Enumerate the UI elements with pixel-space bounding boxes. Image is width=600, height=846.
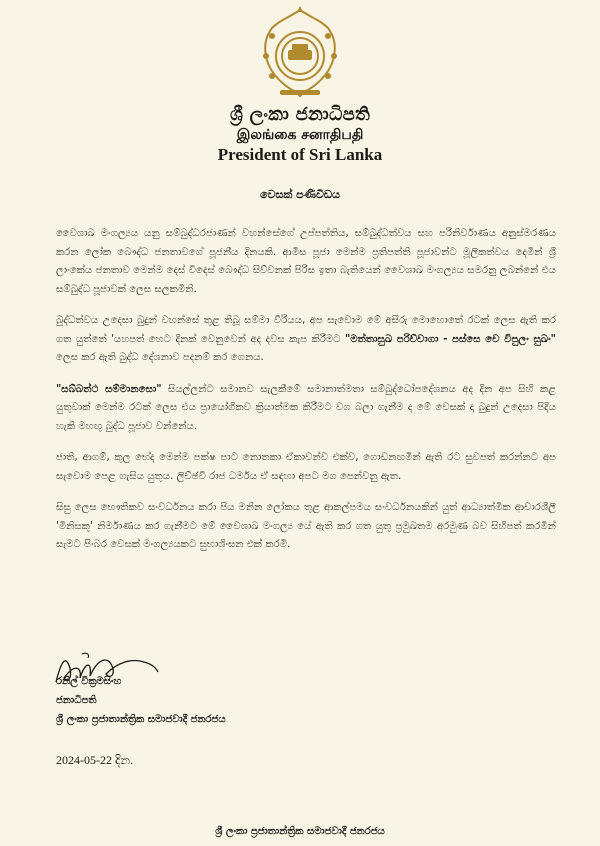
paragraph-text: බුද්ධත්වය උදෙසා බුදුන් වහන්සේ තුළ තිබූ සම්මා වීරියය, අප සැවොම මේ අසීරු මොහොතේ රටක් ලෙස ඇති කර ගත යුත්තේ 'යහපත් හෙට දිනක් වෙනුවෙන් අද දවස කැප කිරීමට xyxy=(56,315,556,345)
paragraph-text: සියල්ලන්ට සමානව සැලකීමේ සමානාත්මතා සම්බුද්ධෝපදේශනය අද දින අප සිහි කළ යුතුවාක් මෙන්ම රටක් ලෙස එය ප්‍රායෝගිකව ක්‍රියාත්මක කිරීමට වග බලා ගැනීම ද මේ වෙසක් දා බුදුන් උදෙසා පිදිය හැකි මහඟු බුද්ධ පූජාව වන්නේය. xyxy=(56,383,557,432)
quoted-pali-verse: "මත්තාසුඛ පරිච්චාගා - පස්සෙ චෙ විපුලං සුඛං" xyxy=(344,333,556,345)
signatory-name: රනිල් වික්‍රමසිංහ xyxy=(56,676,122,687)
message-paragraph xyxy=(56,225,556,299)
letter-date: 2024-05-22 දින. xyxy=(56,753,134,767)
message-title: වෙසක් පණිවිඩය xyxy=(260,188,340,201)
paragraph-text: ලෙස කර ඇති බුද්ධ දේශනාව පදනම් කර ගෙනය. xyxy=(56,352,264,363)
letterhead-title-sinhala: ශ්‍රී ලංකා ජනාධිපති xyxy=(229,104,371,125)
paragraph-text: සිසු ලෙස භෞතිකව සංවර්ධනය කරා පිය මනින ලෝකය තුළ ආකල්පමය සංවර්ධනයකින් යුත් ආධ්‍යාත්මික ආචාරශීලී 'මිනිසකු' නිර්මාණය කර ගැනීමට මේ වෛශාඛ මංගල්‍ය යේ ඇති කර ගත යුතු ප්‍රමුඛතම අරමුණ බව සිහිපත් කරමින් සැමට පිංබර වෙසක් මංගල්‍යයකට සුභාශිංසන එක් කරමි. xyxy=(56,502,556,550)
message-body xyxy=(56,225,556,568)
quoted-pali-verse: "සබ්බත්ථ සම්මානසො" xyxy=(56,383,162,395)
signatory-state: ශ්‍රී ලංකා ප්‍රජාතාන්ත්‍රික සමාජවාදී ජනරජය xyxy=(56,714,226,725)
sri-lanka-emblem xyxy=(250,6,350,100)
paragraph-text: ජාති, ආගම්, කුල භේද මෙන්ම පක්ෂ පාට නොතකා ඒකාවන්ව එක්ව, ගොඩනඟමින් ඇති රට සුවපත් කරන්නට අප සැවොම පෙළ ගැසිය යුතුය. ලිච්ඡවී රාජ ධර්මය ඒ සඳහා අපට මග පෙන්වනු ඇත. xyxy=(56,452,556,482)
footer-state-name: ශ්‍රී ලංකා ප්‍රජාතාන්ත්‍රික සමාජවාදී ජනරජය xyxy=(215,826,385,837)
letterhead-title-tamil: இலங்கை சனாதிபதி xyxy=(236,127,364,143)
message-paragraph xyxy=(56,381,556,437)
message-paragraph xyxy=(56,499,556,555)
message-paragraph xyxy=(56,449,556,486)
message-paragraph xyxy=(56,312,556,368)
signatory-role: ජනාධිපති xyxy=(56,695,97,706)
letterhead-title-english: President of Sri Lanka xyxy=(217,145,383,164)
handwritten-signature xyxy=(52,648,162,698)
paragraph-text: වෛශාඛ මංගල්‍යය යනු සම්බුද්ධරජාණන් වහන්සේගේ උප්පත්තිය, සම්බුද්ධත්වය සහ පරිනිර්වාණය අනුස්මරණය කරන ලෝක බෞද්ධ ජනතාවගේ පූජනීය දිනයකි. ආමිස පූජා මෙන්ම ප්‍රතිපත්ති පූජාවන්ට මූලිකත්වය දෙමින් ශ්‍රී ලාංකේය ජනතාව මෙන්ම දෙස් විදෙස් බෞද්ධ සිව්වනක් පිරිස ඉතා බැතියෙන් වෛශාඛ මංගල්‍යය සමරනු ලබන්නේ එය සම්බුද්ධ පූජාවක් ලෙස සලකමිනි. xyxy=(56,228,556,295)
